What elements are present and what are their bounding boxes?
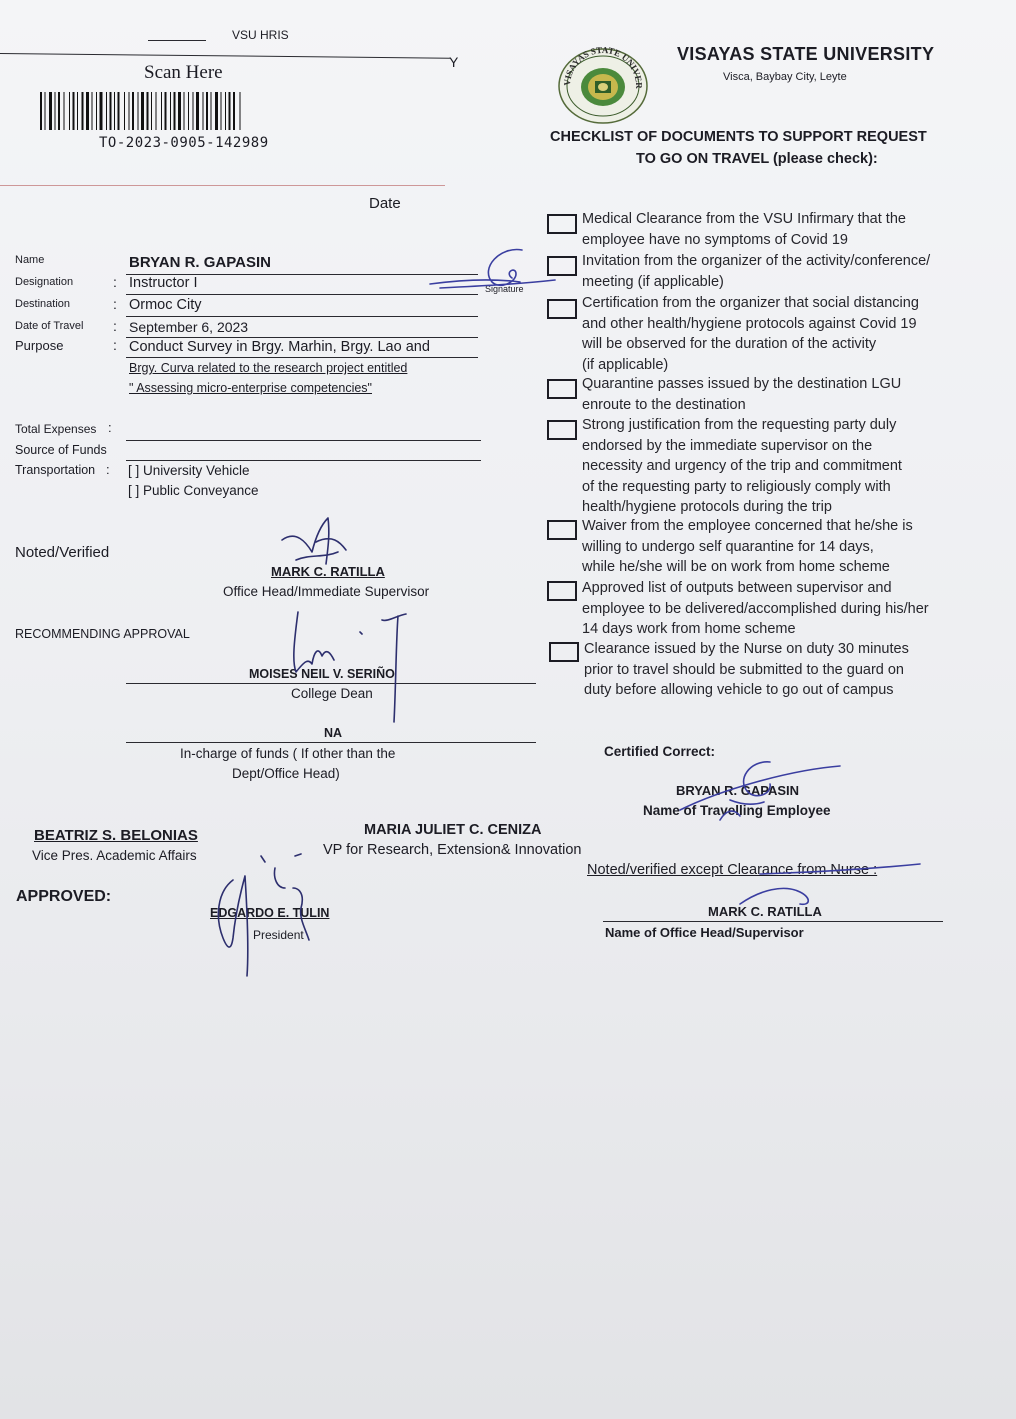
hris-rule bbox=[148, 40, 206, 41]
item-line: Approved list of outputs between supervisor and bbox=[582, 580, 892, 596]
total-expenses-label: Total Expenses bbox=[15, 422, 97, 436]
transportation-colon: : bbox=[106, 462, 110, 477]
vp-academic-name: BEATRIZ S. BELONIAS bbox=[34, 827, 198, 844]
noted-except-nurse: Noted/verified except Clearance from Nurse : bbox=[587, 862, 878, 878]
barcode-graphic bbox=[40, 92, 334, 130]
item-line: Clearance issued by the Nurse on duty 30 minutes bbox=[584, 641, 909, 657]
destination-label: Destination bbox=[15, 298, 71, 310]
office-head-name: MARK C. RATILLA bbox=[708, 904, 822, 919]
checklist-title-line1: CHECKLIST OF DOCUMENTS TO SUPPORT REQUEST bbox=[550, 129, 927, 145]
scan-label: Scan Here bbox=[144, 62, 223, 83]
checklist-item-approved-outputs bbox=[582, 578, 929, 640]
date-underline bbox=[126, 337, 478, 338]
university-seal bbox=[556, 46, 650, 124]
rule-end-mark: Y bbox=[449, 54, 459, 70]
item-line: employee have no symptoms of Covid 19 bbox=[582, 231, 848, 248]
checklist-item-medical-clearance bbox=[582, 209, 906, 250]
certified-correct-label: Certified Correct: bbox=[604, 744, 716, 759]
purpose-line-1[interactable]: Conduct Survey in Brgy. Marhin, Brgy. Lao and bbox=[129, 339, 430, 355]
checkbox-justification[interactable] bbox=[547, 420, 577, 440]
item-line: meeting (if applicable) bbox=[582, 273, 724, 290]
item-line: employee to be delivered/accomplished during his/her bbox=[582, 600, 929, 617]
source-of-funds-label: Source of Funds bbox=[15, 443, 107, 457]
president-name: EDGARDO E. TULIN bbox=[210, 906, 330, 920]
checkbox-nurse-clearance[interactable] bbox=[549, 642, 579, 662]
destination-value[interactable]: Ormoc City bbox=[129, 297, 202, 313]
item-line: necessity and urgency of the trip and commitment bbox=[582, 458, 902, 474]
destination-colon: : bbox=[113, 296, 117, 312]
item-line: Strong justification from the requesting party duly bbox=[582, 417, 897, 433]
university-address: Visca, Baybay City, Leyte bbox=[723, 71, 847, 83]
checkbox-quarantine-passes[interactable] bbox=[547, 379, 577, 399]
item-line: Medical Clearance from the VSU Infirmary that the bbox=[582, 211, 906, 227]
item-line: Quarantine passes issued by the destination LGU bbox=[582, 376, 902, 392]
noted-supervisor-title: Office Head/Immediate Supervisor bbox=[223, 584, 430, 599]
checkbox-waiver[interactable] bbox=[547, 520, 577, 540]
destination-underline bbox=[126, 316, 478, 317]
office-head-signature-line bbox=[603, 921, 943, 922]
recommending-approval-label: RECOMMENDING APPROVAL bbox=[15, 627, 190, 641]
signature-mark-noted bbox=[276, 512, 356, 572]
dean-name: MOISES NEIL V. SERIÑO bbox=[249, 667, 395, 681]
item-line: and other health/hygiene protocols against Covid 19 bbox=[582, 315, 917, 332]
noted-supervisor-name: MARK C. RATILLA bbox=[271, 564, 385, 579]
item-line: of the requesting party to religiously comply with bbox=[582, 478, 891, 495]
expenses-colon: : bbox=[108, 420, 112, 435]
checkbox-approved-outputs[interactable] bbox=[547, 581, 577, 601]
item-line: while he/she will be on work from home scheme bbox=[582, 559, 890, 575]
designation-underline bbox=[126, 294, 478, 295]
signature-bryan-form bbox=[420, 238, 560, 308]
designation-colon: : bbox=[113, 274, 117, 290]
checkbox-invitation[interactable] bbox=[547, 256, 577, 276]
dean-title: College Dean bbox=[291, 686, 373, 701]
purpose-colon: : bbox=[113, 337, 117, 353]
university-name: VISAYAS STATE UNIVERSITY bbox=[677, 44, 935, 64]
date-rule bbox=[0, 185, 445, 186]
travelling-employee-name: BRYAN R. GAPASIN bbox=[676, 783, 800, 798]
checklist-item-invitation bbox=[582, 251, 930, 292]
transportation-label: Transportation bbox=[15, 463, 96, 477]
signature-label: Signature bbox=[485, 284, 524, 294]
funds-signature-line bbox=[126, 742, 536, 743]
item-line: duty before allowing vehicle to go out of campus bbox=[584, 682, 894, 698]
checklist-item-justification bbox=[582, 415, 902, 518]
date-colon: : bbox=[113, 318, 117, 334]
dean-signature-line bbox=[126, 683, 536, 684]
checklist-item-nurse-clearance bbox=[584, 639, 909, 701]
funds-title-line1: In-charge of funds ( If other than the bbox=[180, 746, 396, 761]
source-of-funds-field[interactable] bbox=[126, 460, 481, 461]
barcode-number: TO-2023-0905-142989 bbox=[99, 135, 269, 151]
funds-title-line2: Dept/Office Head) bbox=[232, 766, 340, 781]
item-line: Invitation from the organizer of the activity/conference/ bbox=[582, 253, 931, 269]
purpose-label: Purpose bbox=[15, 338, 64, 353]
date-label: Date bbox=[369, 195, 401, 212]
name-value[interactable]: BRYAN R. GAPASIN bbox=[129, 254, 271, 271]
item-line: Waiver from the employee concerned that he/she is bbox=[582, 518, 913, 534]
item-line: 14 days work from home scheme bbox=[582, 621, 796, 637]
checkbox-certification[interactable] bbox=[547, 299, 577, 319]
funds-incharge-name: NA bbox=[324, 726, 343, 740]
system-label: VSU HRIS bbox=[232, 28, 289, 42]
header-rule bbox=[0, 53, 450, 59]
checklist-item-certification bbox=[582, 293, 919, 375]
item-line: endorsed by the immediate supervisor on the bbox=[582, 437, 873, 454]
travelling-employee-title: Name of Travelling Employee bbox=[643, 803, 831, 818]
purpose-line-2: Brgy. Curva related to the research project entitled bbox=[129, 361, 408, 375]
item-line: Certification from the organizer that social distancing bbox=[582, 295, 919, 311]
noted-verified-label: Noted/Verified bbox=[15, 544, 110, 561]
item-line: willing to undergo self quarantine for 14 days, bbox=[582, 538, 874, 555]
approved-label: APPROVED: bbox=[16, 888, 112, 905]
date-of-travel-label: Date of Travel bbox=[15, 320, 84, 332]
item-line: (if applicable) bbox=[582, 356, 669, 373]
designation-value[interactable]: Instructor I bbox=[129, 275, 198, 291]
item-line: will be observed for the duration of the activity bbox=[582, 336, 877, 352]
vp-research-title: VP for Research, Extension& Innovation bbox=[323, 842, 582, 858]
transport-university-vehicle[interactable]: [ ] University Vehicle bbox=[128, 463, 250, 478]
barcode[interactable] bbox=[40, 92, 334, 130]
date-of-travel-value[interactable]: September 6, 2023 bbox=[129, 319, 249, 335]
total-expenses-field[interactable] bbox=[126, 440, 481, 441]
vp-research-name: MARIA JULIET C. CENIZA bbox=[364, 822, 542, 838]
vp-academic-title: Vice Pres. Academic Affairs bbox=[32, 848, 197, 863]
name-label: Name bbox=[15, 254, 45, 266]
checklist-title-line2: TO GO ON TRAVEL (please check): bbox=[636, 151, 878, 167]
checklist-item-waiver bbox=[582, 516, 913, 578]
checklist-item-quarantine-passes bbox=[582, 374, 901, 415]
designation-label: Designation bbox=[15, 276, 74, 288]
item-line: prior to travel should be submitted to the guard on bbox=[584, 661, 904, 678]
purpose-underline-1 bbox=[126, 357, 478, 358]
item-line: health/hygiene protocols during the trip bbox=[582, 499, 832, 515]
office-head-title: Name of Office Head/Supervisor bbox=[605, 925, 804, 940]
item-line: enroute to the destination bbox=[582, 396, 746, 413]
checkbox-medical-clearance[interactable] bbox=[547, 214, 577, 234]
purpose-line-3: " Assessing micro-enterprise competencies" bbox=[129, 381, 372, 395]
svg-text:VISAYAS STATE UNIVERSITY: VISAYAS STATE UNIVER bbox=[561, 46, 645, 89]
transport-public-conveyance[interactable]: [ ] Public Conveyance bbox=[128, 483, 259, 498]
president-title: President bbox=[253, 928, 304, 942]
